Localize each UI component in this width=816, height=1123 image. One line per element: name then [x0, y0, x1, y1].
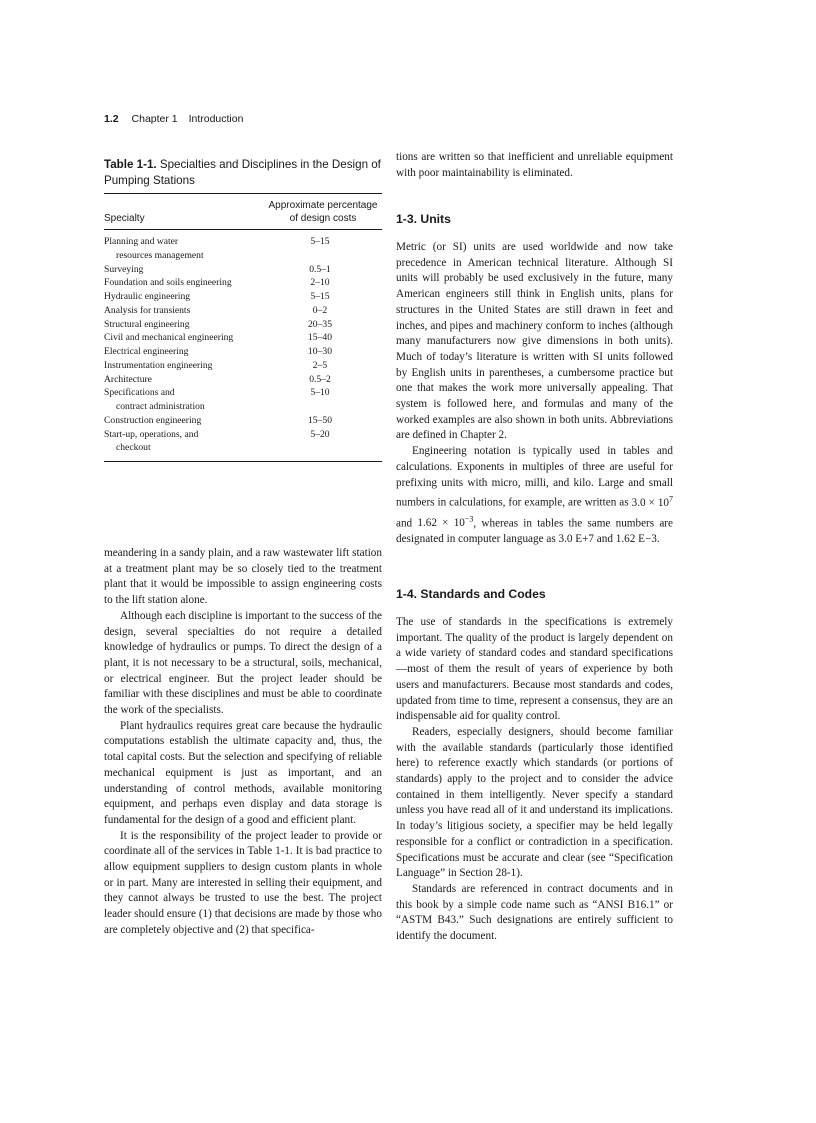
specialty-cell: Construction engineering — [104, 414, 202, 426]
table-body — [104, 230, 382, 461]
table-row — [104, 386, 382, 414]
paragraph: It is the responsibility of the project leader to provide or coordinate all of the services in Table 1-1. It is bad practice to allow equipment suppliers to design custom plants in whole or in part. Many are interested in selling their equipment, and they cannot always be trusted to use the best. The project leader should ensure (1) that decisions are made by those who are completely objective and (2) that specifica- — [104, 829, 382, 936]
specialty-cell: Structural engineering — [104, 318, 190, 330]
running-head — [104, 113, 243, 125]
percentage-cell: 10–30 — [308, 346, 332, 357]
percentage-cell: 5–15 — [310, 291, 330, 302]
specialty-cell: Analysis for transients — [104, 304, 191, 316]
percentage-cell: 2–10 — [310, 277, 330, 289]
percentage-cell: 5–15 — [310, 236, 330, 247]
specialty-cell: Surveying — [104, 263, 144, 275]
table-caption: Specialties and Disciplines in the Design of Pumping Stations — [104, 158, 381, 187]
page-number: 1.2 — [104, 113, 119, 125]
right-column-continuation — [396, 150, 673, 181]
specialty-cell: Hydraulic engineering — [104, 291, 191, 302]
table-row — [104, 373, 382, 387]
specialty-cell: Electrical engineering — [104, 346, 189, 357]
table-label: Table 1-1. — [104, 158, 157, 171]
table-header — [104, 194, 382, 229]
table-row — [104, 304, 382, 318]
paragraph: meandering in a sandy plain, and a raw wastewater lift station at a treatment plant may be so closely tied to the treatment plant that it would be impossible to assign engineering costs to the lift station alone. — [104, 547, 382, 607]
percentage-cell: 2–5 — [312, 359, 328, 371]
percentage-cell: 5–10 — [310, 387, 330, 399]
percentage-cell: 0–2 — [312, 304, 328, 316]
table-row — [104, 263, 382, 277]
table-row — [104, 235, 382, 263]
percentage-cell: 20–35 — [308, 318, 332, 330]
units-section-text — [396, 240, 673, 548]
specialty-cell: Civil and mechanical engineering — [104, 332, 234, 344]
specialty-cell: Foundation and soils engineering — [104, 277, 232, 289]
specialty-cell: Instrumentation engineering — [104, 359, 213, 371]
specialty-cell: Architecture — [104, 373, 152, 385]
percentage-cell: 0.5–2 — [309, 373, 331, 385]
table-bottom-rule — [104, 461, 382, 462]
paragraph: The use of standards in the specifications is extremely important. The quality of the product is largely dependent on a wide variety of standard codes and standard specifications—most of them the result of years of experience by both users and manufacturers. Because most standards and codes, updated from time to time, represent a consensus, they are an indispensable aid for quality control. — [396, 616, 673, 723]
table-row — [104, 318, 382, 332]
standards-section-text — [396, 615, 673, 945]
percentage-cell: 0.5–1 — [309, 263, 331, 275]
column-header-percentage: Approximate percentage of design costs — [268, 200, 378, 224]
number-example-1: $3.0 \times 10^7$ — [631, 494, 674, 509]
paragraph: Plant hydraulics requires great care because the hydraulic computations establish the ultimate capacity and, thus, the total capital costs. But the selection and specifying of reliable mechanical equipment is just as important, and an understanding of control methods, available monitoring equipment, and perhaps even display and data storage is fundamental for the design of a good and efficient plant. — [104, 719, 382, 826]
chapter-title: Introduction — [188, 113, 244, 125]
chapter-label: Chapter 1 — [131, 113, 178, 125]
section-heading-units: 1-3. Units — [396, 212, 451, 226]
specialty-cell: Start-up, operations, and checkout — [104, 428, 199, 454]
table-row — [104, 290, 382, 304]
table-row — [104, 331, 382, 345]
table-title — [104, 157, 382, 189]
percentage-cell: 15–40 — [308, 332, 332, 344]
table-row — [104, 414, 382, 428]
specialties-table — [104, 193, 382, 462]
left-column-text — [104, 546, 382, 939]
paragraph: Metric (or SI) units are used worldwide and now take precedence in American technical literature. Although SI units will probably be used exclusively in the future, many American engineers still think in English units, plans for structures in the United States are still drawn in feet and inches, and pipes and machinery conform to inches (although many manufacturers now give dimensions in both units). Much of today’s literature is written with SI units followed by English units in parentheses, a cumbersome practice but one that makes the work more universally appealing. That system is followed here, and formulas and many of the worked examples are also shown in both units. Abbreviations are defined in Chapter 2. — [396, 241, 673, 442]
section-heading-standards: 1-4. Standards and Codes — [396, 587, 546, 601]
paragraph: Engineering notation is typically used in tables and calculations. Exponents in multiples of three are useful for prefixing units with micro, milli, and kilo. Large and small numbers in calculations, for example, are written as $3.0 \times 10^7$ and $1.62 \times 10^{-3}$, whereas in tables the same numbers are designated in computer language as 3.0 E+7 and 1.62 E−3. — [396, 445, 674, 546]
specialty-cell: Specifications and contract administration — [104, 387, 205, 412]
paragraph: Readers, especially designers, should become familiar with the available standards (particularly those identified here) to reference exactly which standards (or portions of standards) apply to the project and to consider the advice contained in them intelligently. Never specify a standard unless you have read all of it and understand its implications. In today’s litigious society, a specifier may be held legally responsible for a conflict or contradiction in a specification. Specifications must be accurate and clear (see “Specification Language” in Section 28-1). — [396, 725, 673, 880]
specialty-cell: Planning and water resources management — [104, 236, 204, 261]
percentage-cell: 15–50 — [308, 414, 332, 426]
paragraph: Although each discipline is important to the success of the design, several specialties do not require a detailed knowledge of hydraulics or pumps. To direct the design of a plant, it is not necessary to be a structural, soils, mechanical, or electrical engineer. But the project leader should be familiar with these disciplines and must be able to coordinate the work of the specialists. — [104, 609, 382, 717]
table-row — [104, 359, 382, 373]
table-row — [104, 276, 382, 290]
table-row — [104, 345, 382, 359]
paragraph: tions are written so that inefficient and unreliable equipment with poor maintainability is eliminated. — [396, 151, 673, 179]
percentage-cell: 5–20 — [310, 428, 330, 440]
paragraph: Standards are referenced in contract documents and in this book by a simple code name such as “ANSI B16.1” or “ASTM B43.” Such designations are entirely sufficient to identify the document. — [396, 882, 673, 943]
number-example-2: $1.62 \times 10^{-3}$ — [417, 514, 474, 530]
table-row — [104, 428, 382, 456]
column-header-specialty: Specialty — [104, 212, 145, 224]
